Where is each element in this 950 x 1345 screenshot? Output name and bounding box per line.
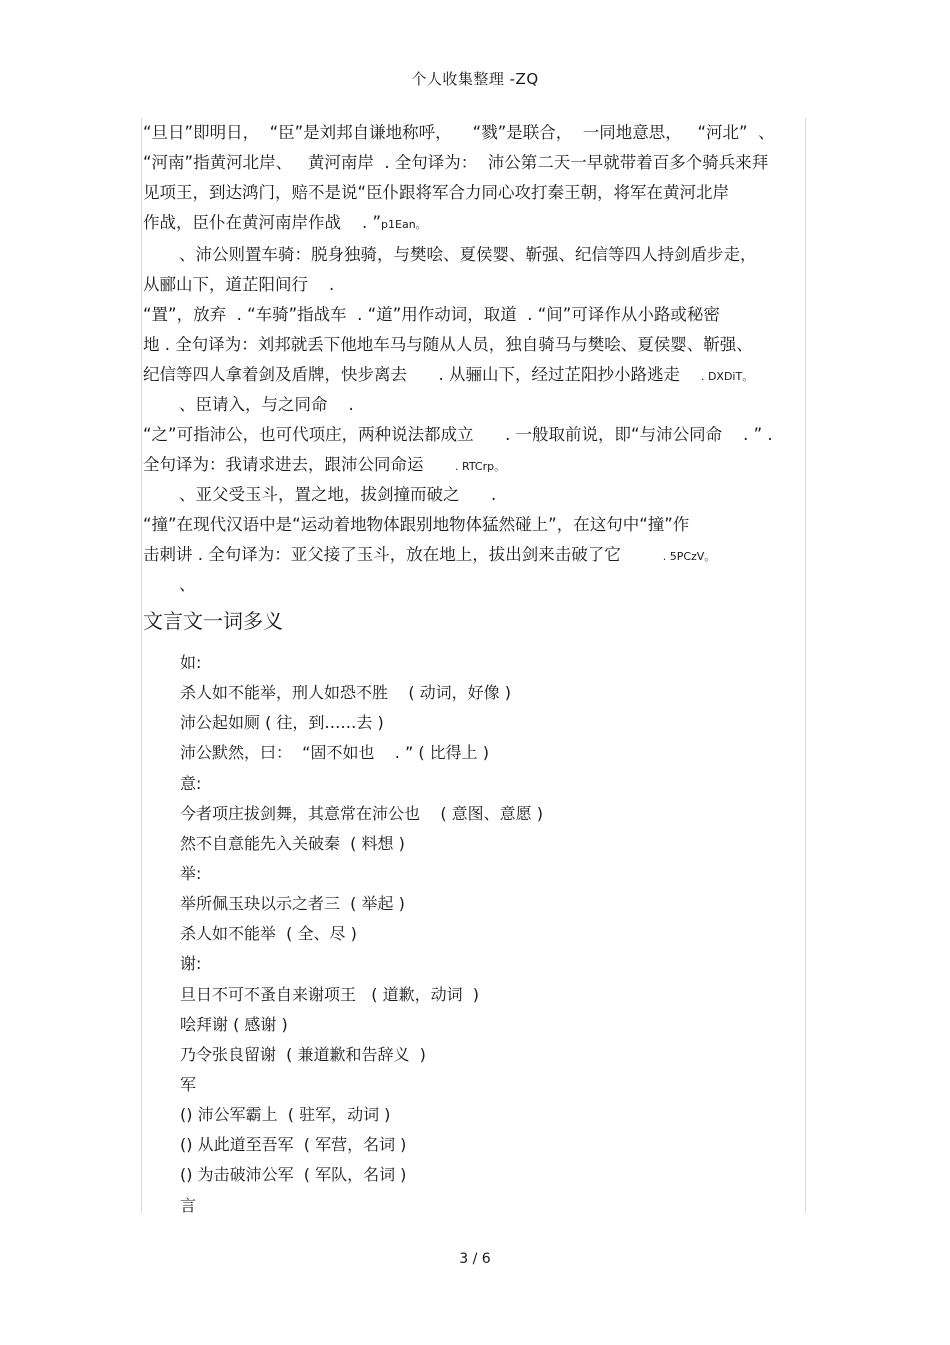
list-item: 哙拜谢 ( 感谢 ): [180, 1014, 288, 1034]
page-number: 3 / 6: [459, 1251, 491, 1267]
text-line: “置”，放弃 . “车骑”指战车 . “道”用作动词，取道 . “间”可译作从小路或秘密: [143, 305, 720, 324]
doc-code: . DXDiT。: [700, 370, 754, 383]
doc-code: . 5PCzV。: [662, 550, 716, 563]
text-line: 、沛公则置车骑：脱身独骑，与樊哙、夏侯婴、靳强、纪信等四人持剑盾步走，: [179, 245, 757, 264]
paragraph-2: [143, 240, 808, 390]
list-item: 今者项庄拔剑舞，其意常在沛公也 ( 意图、意愿 ): [180, 803, 544, 823]
text-segment: 纪信等四人拿着剑及盾牌，快步离去 . 从骊山下，经过芷阳抄小路逃走: [143, 365, 701, 384]
text-line: 从郦山下，道芷阳间行 .: [143, 275, 335, 294]
list-item: 如:: [180, 653, 202, 672]
text-line: [143, 540, 808, 570]
text-line: [143, 360, 808, 390]
text-line: 、亚父受玉斗，置之地，拔剑撞而破之 .: [179, 485, 497, 504]
section-heading: 文言文一词多义: [143, 609, 283, 633]
list-item: 举:: [180, 863, 202, 883]
list-item: 军: [180, 1074, 197, 1094]
list-item: () 从此道至吾军 ( 军营，名词 ): [180, 1135, 407, 1155]
text-line: “之”可指沛公，也可代项庄，两种说法都成立 . 一般取前说，即“与沛公同命 . ” .: [143, 425, 773, 444]
list-item: 杀人如不能举 ( 全、尽 ): [180, 924, 357, 944]
text-line: [143, 208, 808, 238]
list-item: 旦日不可不蚤自来谢项王 ( 道歉，动词 ): [180, 984, 480, 1004]
list-item: 言: [180, 1195, 197, 1215]
text-line: 见项王，到达鸿门，赔不是说“臣仆跟将军合力同心攻打秦王朝，将军在黄河北岸: [143, 183, 730, 202]
list-item: 乃令张良留谢 ( 兼道歉和告辞义 ): [180, 1044, 426, 1064]
page-header: 个人收集整理 -ZQ: [411, 70, 539, 88]
paragraph-1: [143, 118, 808, 238]
text-line: “旦日”即明日， “臣”是刘邦自谦地称呼， “戮”是联合， 一同地意思， “河北” 、: [143, 123, 775, 142]
polysemy-list: [180, 648, 543, 1221]
list-item: 举所佩玉玦以示之者三 ( 举起 ): [180, 894, 405, 914]
text-segment: 全句译为：我请求进去，跟沛公同命运: [143, 455, 455, 474]
list-item: 沛公默然，曰： “固不如也 . ” ( 比得上 ): [180, 743, 490, 763]
text-line: 、臣请入，与之同命 .: [179, 395, 354, 414]
text-segment: 作战，臣仆在黄河南岸作战 . ”: [143, 213, 382, 232]
list-item: 意:: [180, 773, 202, 793]
text-line: 、: [179, 575, 196, 594]
paragraph-4: [143, 480, 808, 600]
list-item: 谢:: [180, 954, 202, 974]
text-line: 地 . 全句译为：刘邦就丢下他地车马与随从人员，独自骑马与樊哙、夏侯婴、靳强、: [143, 335, 753, 354]
paragraph-3: [143, 390, 808, 480]
list-item: () 为击破沛公军 ( 军队，名词 ): [180, 1165, 407, 1185]
text-line: [143, 450, 808, 480]
list-item: () 沛公军霸上 ( 驻军，动词 ): [180, 1105, 391, 1125]
text-line: “河南”指黄河北岸、 黄河南岸 . 全句译为： 沛公第二天一早就带着百多个骑兵来拜: [143, 153, 769, 172]
text-segment: 击刺讲 . 全句译为：亚父接了玉斗，放在地上，拔出剑来击破了它: [143, 545, 663, 564]
list-item: 杀人如不能举，刑人如恐不胜 ( 动词，好像 ): [180, 683, 512, 703]
doc-code: . RTCrp。: [454, 460, 506, 473]
doc-code: p1Ean。: [381, 218, 427, 231]
list-item: 然不自意能先入关破秦 ( 料想 ): [180, 833, 405, 853]
list-item: 沛公起如厕 ( 往，到……去 ): [180, 713, 384, 733]
text-line: “撞”在现代汉语中是“运动着地物体跟别地物体猛然碰上”，在这句中“撞”作: [143, 515, 690, 534]
